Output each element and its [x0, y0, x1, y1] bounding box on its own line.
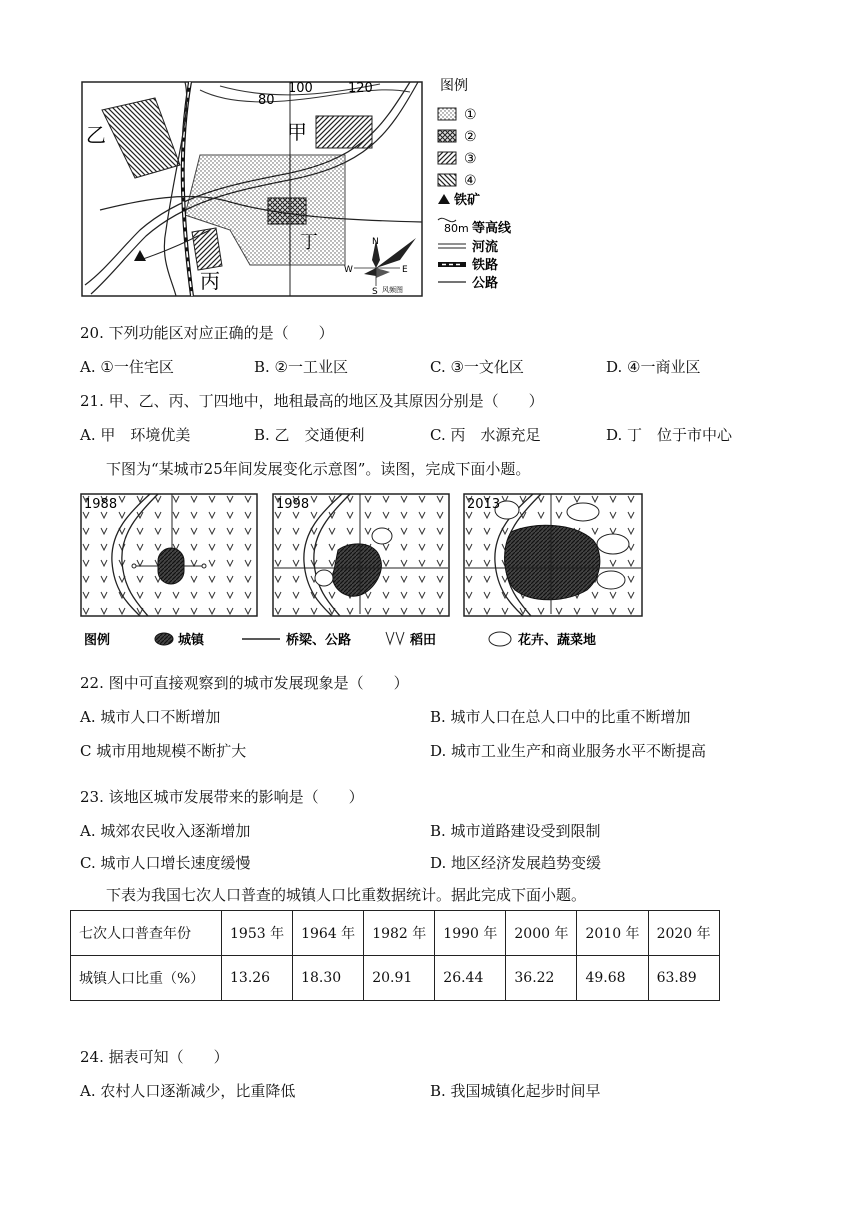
svg-text:80m: 80m [444, 222, 469, 235]
q23-option-a[interactable]: A. 城郊农民收入逐渐增加 [80, 822, 251, 840]
svg-text:N: N [372, 237, 379, 247]
table-cell: 1953 年 [222, 911, 293, 956]
q22-option-b[interactable]: B. 城市人口在总人口中的比重不断增加 [430, 708, 691, 726]
table-cell: 63.89 [648, 956, 719, 1001]
table-cell: 13.26 [222, 956, 293, 1001]
svg-text:桥梁、公路: 桥梁、公路 [286, 633, 352, 648]
zone-bing-area [192, 228, 222, 270]
table-cell: 2000 年 [506, 911, 577, 956]
table-cell: 49.68 [577, 956, 648, 1001]
place-bing: 丙 [200, 269, 220, 293]
panel-1988 [81, 494, 257, 616]
svg-text:花卉、蔬菜地: 花卉、蔬菜地 [518, 633, 597, 648]
q21-option-d[interactable]: D. 丁 位于市中心 [606, 426, 733, 444]
panel-1998 [273, 494, 449, 616]
q22-option-d[interactable]: D. 城市工业生产和商业服务水平不断提高 [430, 742, 707, 760]
svg-text:④: ④ [464, 173, 477, 189]
svg-text:城镇: 城镇 [178, 633, 205, 648]
question-23-stem: 23. 该地区城市发展带来的影响是（ ） [80, 788, 364, 806]
q24-option-b[interactable]: B. 我国城镇化起步时间早 [430, 1082, 601, 1100]
table-cell: 2010 年 [577, 911, 648, 956]
place-ding: 丁 [300, 232, 318, 253]
year-label-1988: 1988 [84, 497, 118, 512]
svg-text:铁路: 铁路 [472, 258, 499, 273]
intro-census-table: 下表为我国七次人口普查的城镇人口比重数据统计。据此完成下面小题。 [106, 886, 587, 904]
year-label-1998: 1998 [276, 497, 310, 512]
q22-option-c[interactable]: C 城市用地规模不断扩大 [80, 742, 247, 760]
place-jia: 甲 [287, 120, 307, 144]
q23-option-b[interactable]: B. 城市道路建设受到限制 [430, 822, 601, 840]
q23-option-d[interactable]: D. 地区经济发展趋势变缓 [430, 854, 602, 872]
table-cell: 20.91 [364, 956, 435, 1001]
q20-option-d[interactable]: D. ④一商业区 [606, 358, 701, 376]
question-24-stem: 24. 据表可知（ ） [80, 1048, 229, 1066]
q20-option-b[interactable]: B. ②一工业区 [254, 358, 349, 376]
question-22-stem: 22. 图中可直接观察到的城市发展现象是（ ） [80, 674, 409, 692]
question-21-stem: 21. 甲、乙、丙、丁四地中，地租最高的地区及其原因分别是（ ） [80, 392, 544, 410]
question-20-stem: 20. 下列功能区对应正确的是（ ） [80, 324, 334, 342]
intro-city-development: 下图为“某城市25年间发展变化示意图”。读图，完成下面小题。 [106, 460, 531, 478]
q20-option-c[interactable]: C. ③一文化区 [430, 358, 524, 376]
panel-2013 [464, 494, 642, 616]
q21-option-b[interactable]: B. 乙 交通便利 [254, 426, 365, 444]
table-header-cell: 七次人口普查年份 [71, 911, 222, 956]
svg-text:W: W [344, 265, 353, 275]
svg-text:图例: 图例 [440, 78, 468, 94]
svg-text:S: S [372, 287, 378, 297]
table-row [71, 911, 720, 956]
map2-legend [84, 632, 596, 648]
contour-label-100: 100 [288, 81, 313, 96]
svg-text:②: ② [464, 129, 477, 145]
svg-text:风频图: 风频图 [382, 286, 403, 294]
contour-label-120: 120 [348, 81, 373, 96]
table-cell: 1982 年 [364, 911, 435, 956]
svg-text:图例: 图例 [84, 633, 111, 648]
table-cell: 26.44 [435, 956, 506, 1001]
functional-zone-map [80, 70, 540, 300]
census-table [70, 910, 720, 1001]
zone-jia-area [316, 116, 372, 148]
q24-option-a[interactable]: A. 农村人口逐渐减少，比重降低 [80, 1082, 296, 1100]
svg-text:E: E [402, 265, 408, 275]
svg-text:河流: 河流 [472, 240, 499, 255]
table-cell: 18.30 [293, 956, 364, 1001]
table-cell: 1964 年 [293, 911, 364, 956]
table-cell: 1990 年 [435, 911, 506, 956]
table-cell: 2020 年 [648, 911, 719, 956]
q21-option-a[interactable]: A. 甲 环境优美 [80, 426, 191, 444]
svg-text:③: ③ [464, 151, 477, 167]
svg-text:稻田: 稻田 [410, 633, 437, 648]
table-row [71, 956, 720, 1001]
year-label-2013: 2013 [467, 497, 501, 512]
q23-option-c[interactable]: C. 城市人口增长速度缓慢 [80, 854, 251, 872]
map1-legend [438, 78, 512, 291]
place-yi: 乙 [86, 123, 106, 147]
table-cell: 36.22 [506, 956, 577, 1001]
q22-option-a[interactable]: A. 城市人口不断增加 [80, 708, 221, 726]
svg-text:①: ① [464, 107, 477, 123]
svg-text:等高线: 等高线 [472, 221, 512, 236]
contour-label-80: 80 [258, 93, 275, 108]
city-development-map [80, 492, 650, 652]
q20-option-a[interactable]: A. ①一住宅区 [80, 358, 174, 376]
svg-text:公路: 公路 [472, 276, 499, 291]
svg-text:铁矿: 铁矿 [454, 193, 481, 208]
q21-option-c[interactable]: C. 丙 水源充足 [430, 426, 541, 444]
table-header-cell: 城镇人口比重（%） [71, 956, 222, 1001]
